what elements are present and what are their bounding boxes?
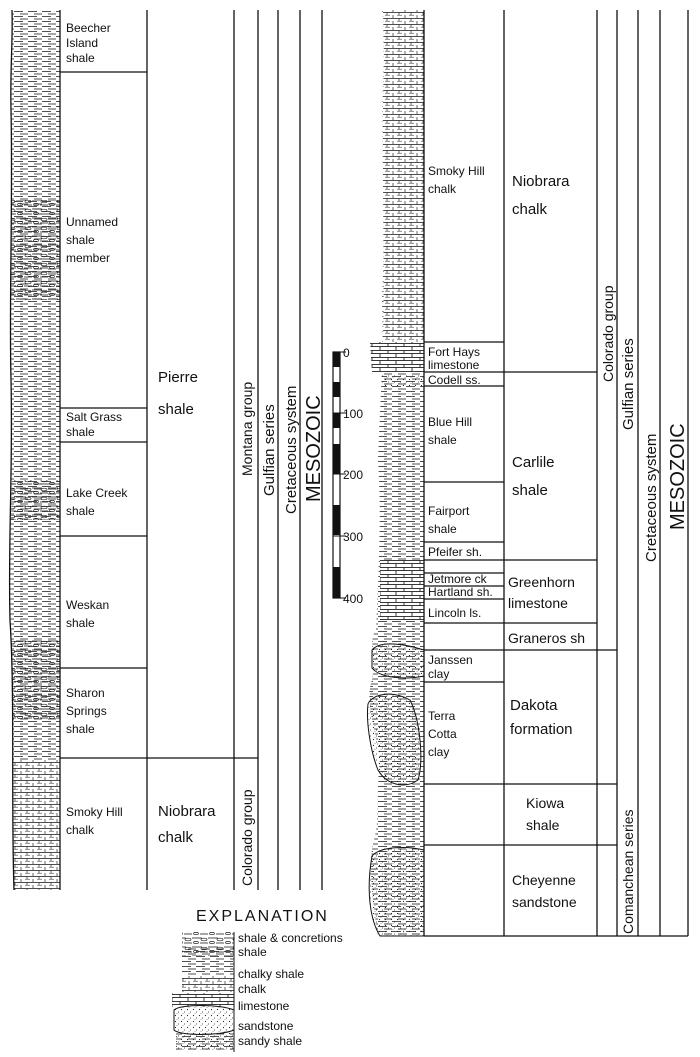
mesozoic-label-right: MESOZOIC [667,423,689,530]
formation-niobrara-chalk-left: Niobrara chalk [158,803,216,846]
member-fairport-shale: Fairport shale [428,504,470,536]
left-members [66,21,131,837]
formation-greenhorn-limestone: Greenhorn limestone [508,574,575,611]
member-blue-hill-shale: Blue Hill shale [428,415,473,447]
colorado-group-label-right: Colorado group [600,285,616,382]
scale-tick-300: 300 [343,530,364,544]
right-members [428,164,493,759]
legend-label-chalk: chalk [238,982,267,996]
scale-tick-400: 400 [343,592,364,606]
member-pfeifer-sh: Pfeifer sh. [428,545,483,559]
explanation-legend [172,908,343,1052]
member-salt-grass-shale: Salt Grass shale [66,410,123,439]
legend-label-sandstone: sandstone [238,1019,294,1033]
cretaceous-system-label-right: Cretaceous system [643,433,660,562]
right-lithologic-column [367,10,424,936]
member-smoky-hill-chalk-right: Smoky Hill chalk [428,164,485,196]
member-hartland-sh: Hartland sh. [428,585,493,599]
scale-tick-0: 0 [343,346,350,360]
member-terra-cotta-clay: Terra Cotta clay [428,709,457,759]
member-sharon-springs-shale: Sharon Springs shale [66,686,107,736]
colorado-group-label-left: Colorado group [239,789,255,886]
legend-label-shale-concretions: shale & concretions [238,931,343,945]
left-formations [158,369,220,846]
member-janssen-clay: Janssen clay [428,653,473,681]
gulfian-series-label-right: Gulfian series [620,338,637,430]
member-unnamed-shale: Unnamed shale member [66,215,119,265]
formation-kiowa-shale: Kiowa shale [526,795,565,833]
explanation-title: EXPLANATION [196,908,329,925]
montana-group-label: Montana group [239,381,255,476]
scale-tick-200: 200 [343,468,364,482]
scale-tick-100: 100 [343,407,364,421]
left-lithologic-column [10,10,60,890]
legend-label-shale: shale [238,945,267,959]
right-vertical-labels [600,285,689,934]
formation-dakota-formation: Dakota formation [510,697,573,738]
member-jetmore-ck: Jetmore ck [428,572,487,586]
member-beecher-island-shale: Beecher Island shale [66,21,111,65]
formation-graneros-sh: Graneros sh [508,630,586,646]
comanchean-series-label: Comanchean series [620,809,636,934]
scale-bar [333,346,363,606]
left-vertical-labels [239,382,325,886]
legend-swatch-sandstone [174,1006,234,1035]
cretaceous-system-label-left: Cretaceous system [283,385,300,514]
member-codell-ss: Codell ss. [428,373,481,387]
legend-label-sandy-shale: sandy shale [238,1034,303,1048]
formation-carlile-shale: Carlile shale [512,454,555,499]
legend-swatch-chalk [182,976,234,992]
formation-niobrara-chalk-right: Niobrara chalk [512,173,570,218]
formation-cheyenne-sandstone: Cheyenne sandstone [512,872,577,910]
member-lake-creek-shale: Lake Creek shale [66,486,128,518]
legend-swatch-shale [182,948,234,962]
legend-label-limestone: limestone [238,999,290,1013]
member-fort-hays-limestone: Fort Hays limestone [428,345,481,372]
gulfian-series-label-left: Gulfian series [261,404,278,496]
legend-swatch-limestone [172,993,234,1007]
legend-label-chalky-shale: chalky shale [238,967,305,981]
member-lincoln-ls: Lincoln ls. [428,606,482,620]
member-smoky-hill-chalk-left: Smoky Hill chalk [66,805,123,837]
member-weskan-shale: Weskan shale [66,598,110,630]
right-formations [508,173,585,910]
formation-pierre-shale: Pierre shale [158,369,199,418]
mesozoic-label-left: MESOZOIC [303,395,325,502]
